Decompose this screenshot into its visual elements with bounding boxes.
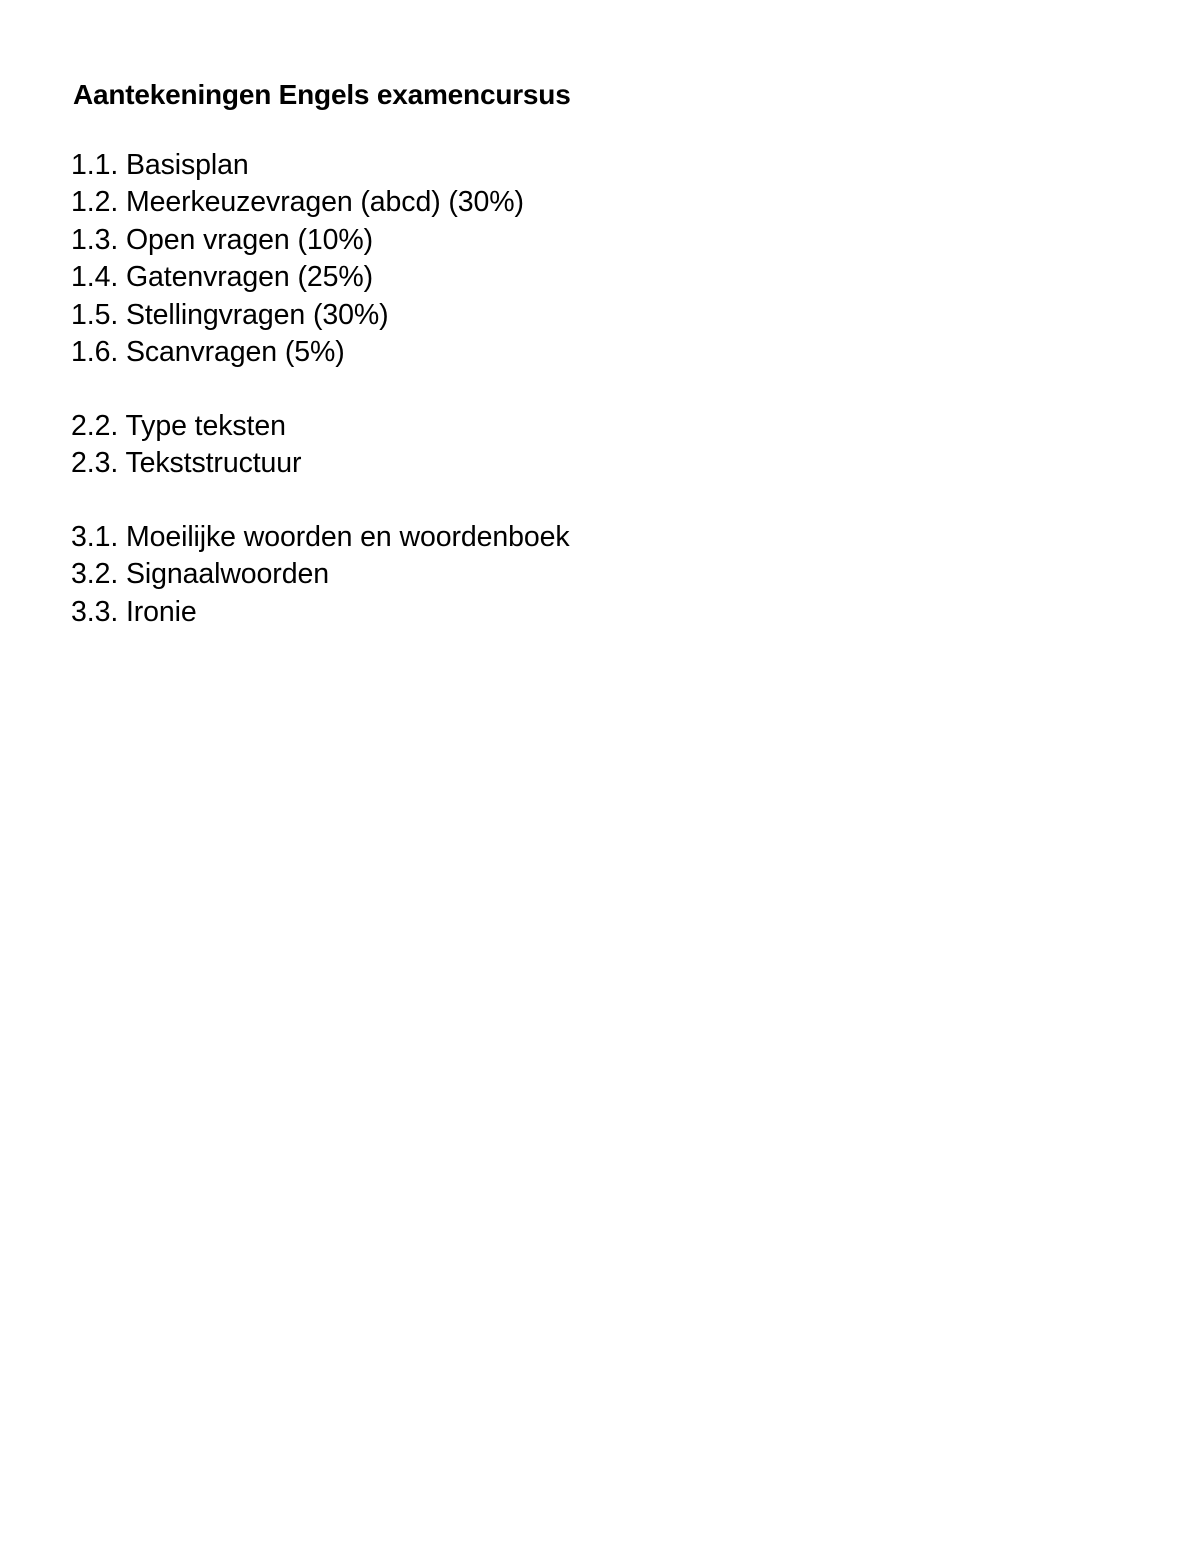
list-item: 1.5. Stellingvragen (30%)	[71, 298, 389, 331]
section-3-list	[71, 519, 570, 631]
section-2-list	[71, 408, 301, 483]
document-title: Aantekeningen Engels examencursus	[73, 79, 571, 110]
list-item: 1.2. Meerkeuzevragen (abcd) (30%)	[71, 186, 524, 219]
list-item: 1.4. Gatenvragen (25%)	[71, 261, 373, 294]
list-item: 3.1. Moeilijke woorden en woordenboek	[71, 521, 570, 553]
section-1-list	[71, 147, 524, 371]
list-item: 1.6. Scanvragen (5%)	[71, 336, 345, 369]
list-item: 3.2. Signaalwoorden	[71, 558, 329, 591]
list-item: 3.3. Ironie	[71, 595, 197, 628]
list-item: 1.1. Basisplan	[71, 149, 249, 181]
list-item: 2.3. Tekststructuur	[71, 447, 302, 480]
list-item: 1.3. Open vragen (10%)	[71, 223, 373, 256]
list-item: 2.2. Type teksten	[71, 410, 286, 442]
